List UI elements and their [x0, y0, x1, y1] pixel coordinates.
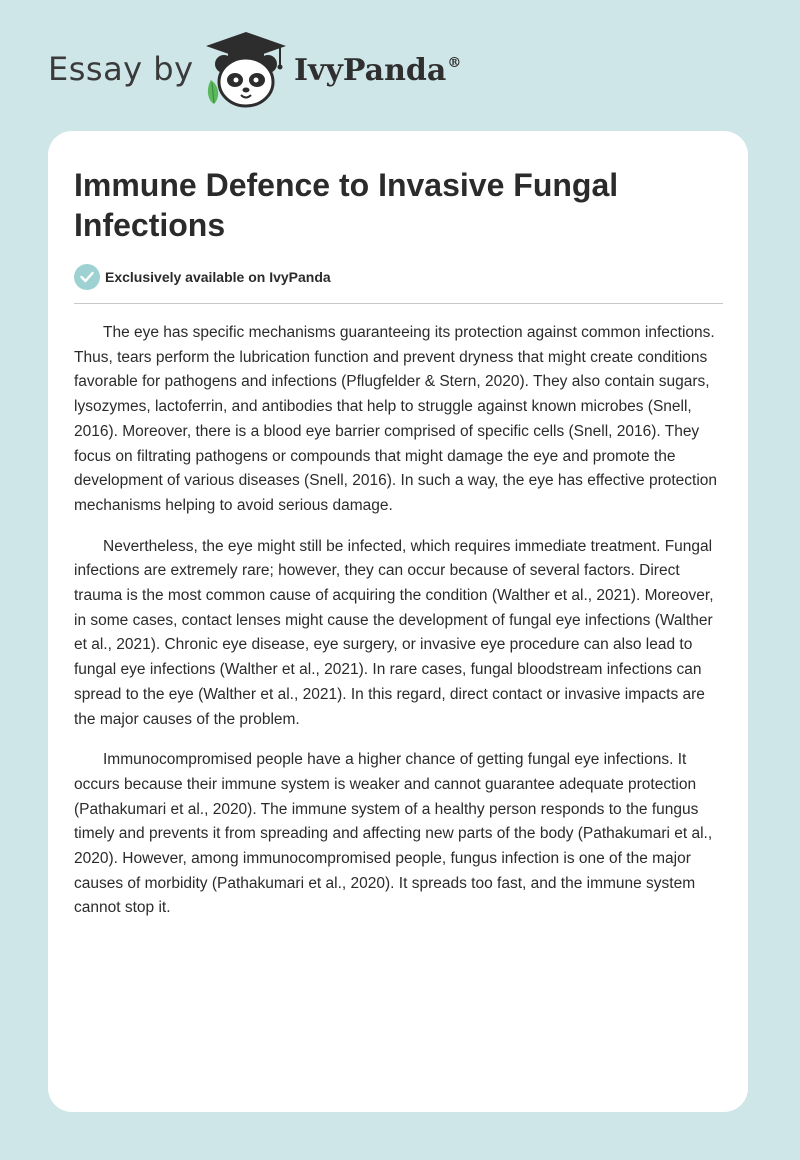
essay-body — [74, 321, 724, 937]
paragraph: Immunocompromised people have a higher chance of getting fungal eye infections. It occurs because their immune system is weaker and cannot guarantee adequate protection (Pathakumari et al., 2020). The immune system of a healthy person responds to the fungus timely and prevents it from spreading and affecting new parts of the body (Pathakumari et al., 2020). However, among immunocompromised people, fungus infection is one of the major causes of morbidity (Pathakumari et al., 2020). It spreads too fast, and the immune system cannot stop it. — [74, 751, 713, 917]
paragraph: The eye has specific mechanisms guaranteeing its protection against common infections. Thus, tears perform the lubrication function and prevent dryness that might create conditions favorable for pathogens and infections (Pflugfelder & Stern, 2020). They also contain sugars, lysozymes, lactoferrin, and antibodies that help to struggle against known microbes (Snell, 2016). Moreover, there is a blood eye barrier comprised of specific cells (Snell, 2016). They focus on filtrating pathogens or compounds that might damage the eye and promote the development of various diseases (Snell, 2016). In such a way, the eye has effective protection mechanisms helping to avoid serious damage. — [74, 324, 718, 514]
brand-registered-mark: ® — [447, 55, 462, 71]
essay-title: Immune Defence to Invasive Fungal Infections — [74, 167, 619, 243]
brand-name — [294, 53, 461, 88]
check-icon — [74, 264, 100, 290]
essay-by-label: Essay by — [48, 50, 194, 88]
divider — [74, 303, 723, 304]
paragraph: Nevertheless, the eye might still be infected, which requires immediate treatment. Fungal infections are extremely rare; however, they can occur because of several factors. Direct trauma is the most common cause of acquiring the condition (Walther et al., 2021). Moreover, in some cases, contact lenses might cause the development of fungal eye infections (Walther et al., 2021). Chronic eye disease, eye surgery, or invasive eye procedure can also lead to fungal eye infections (Walther et al., 2021). In rare cases, fungal bloodstream infections can spread to the eye (Walther et al., 2021). In this regard, direct contact or invasive impacts are the major causes of the problem. — [74, 537, 714, 728]
essay-card — [48, 131, 748, 1112]
panda-graduate-icon — [202, 30, 292, 110]
brand-name-text: IvyPanda — [294, 53, 447, 88]
exclusive-label: Exclusively available on IvyPanda — [105, 269, 331, 285]
leaf-icon — [208, 80, 218, 104]
brand-header[interactable] — [48, 30, 508, 110]
